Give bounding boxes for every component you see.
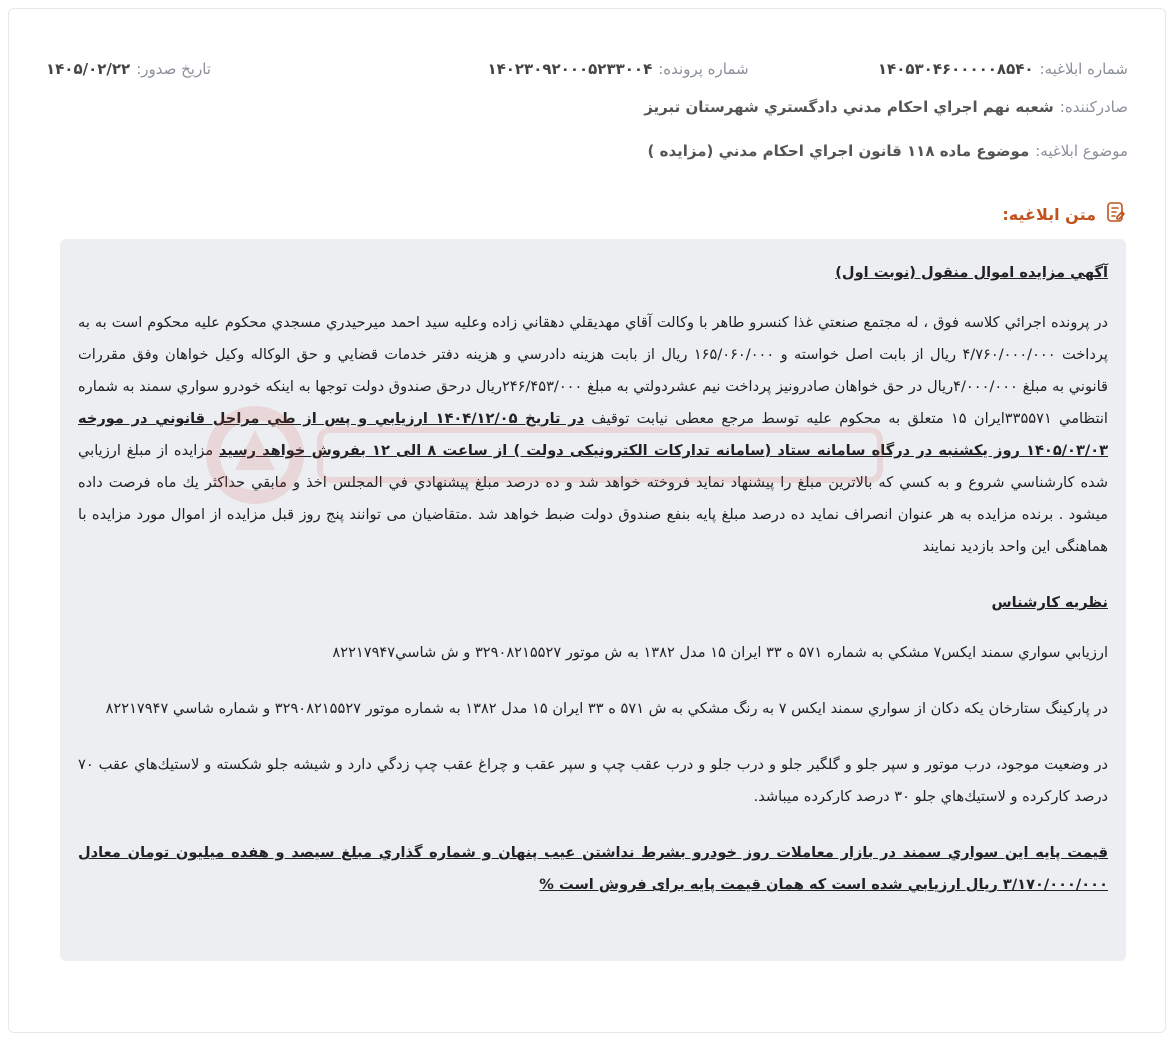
- section-title: متن ابلاغيه:: [1002, 204, 1096, 224]
- notice-body: [60, 239, 1126, 961]
- issuer-value: شعبه نهم اجراي احکام مدني دادگستري شهرستان تبريز: [644, 98, 1054, 116]
- issuer-label: صادرکننده:: [1059, 98, 1128, 116]
- case-number-label: شماره پرونده:: [658, 60, 749, 78]
- issue-date: [46, 56, 408, 82]
- expert-paragraph-2: در پاركينگ ستارخان يكه دكان از سواري سمند ايكس ۷ به رنگ مشكي به ش ۵۷۱ ه ۳۳ ايران ۱۵ مدل ۱۳۸۲ به شماره موتور ۳۲۹۰۸۲۱۵۵۲۷ و شماره شاسي ۸۲۲۱۷۹۴۷: [105, 700, 1108, 717]
- case-number: [408, 56, 828, 82]
- section-header: [1002, 200, 1128, 228]
- expert-title: نظريه كارشناس: [991, 594, 1108, 611]
- notice-number-value: ۱۴۰۵۳۰۴۶۰۰۰۰۰۸۵۴۰: [877, 60, 1034, 78]
- expert-paragraph-1: ارزيابي سواري سمند ايكس۷ مشكي به شماره ۵۷۱ ه ۳۳ ايران ۱۵ مدل ۱۳۸۲ به ش موتور ۳۲۹۰۸۲۱۵۵۲۷ و ش شاسي۸۲۲۱۷۹۴۷: [332, 644, 1108, 661]
- auction-title: آگهي مزايده اموال منقول (نوبت اول): [835, 264, 1108, 281]
- document-icon: [1104, 200, 1128, 228]
- issue-date-label: تاريخ صدور:: [136, 60, 211, 78]
- case-number-value: ۱۴۰۲۳۰۹۲۰۰۰۵۲۳۳۰۰۴: [487, 60, 653, 78]
- issue-date-value: ۱۴۰۵/۰۲/۲۲: [46, 60, 131, 78]
- issuer-row: [644, 98, 1128, 116]
- base-price-paragraph: قيمت پايه اين سواري سمند در بازار معاملات روز خودرو بشرط نداشتن عيب پنهان و شماره گذاري مبلغ سيصد و هفده ميليون تومان معادل ۳/۱۷۰/۰۰۰/۰۰۰ ريال ارزيابي شده است که همان قيمت پايه برای فروش است %: [78, 844, 1108, 893]
- auction-datetime-text: در تاريخ ۱۴۰۴/۱۲/۰۵ ارزيابي و پس از طي مراحل قانوني در مورخه ۱۴۰۵/۰۳/۰۳ روز يکشنبه در درگاه سامانه ستاد (سامانه تدارکات الکترونيکی دولت ) از ساعت ۸ الی ۱۲ بفروش خواهد رسيد: [78, 410, 1109, 459]
- meta-row: [46, 56, 1128, 82]
- auction-text-a: در پرونده اجرائي كلاسه فوق ، له مجتمع صنعتي غذا كنسرو طاهر با وكالت آقاي مهديقلي دهقاني زاده وعليه سيد احمد ميرحيدري مسجدي محكوم عليه محكوم است به به پرداخت ۴/۷۶۰/۰۰۰/۰۰۰ ريال از بابت اصل خواسته و ۱۶۵/۰۶۰/۰۰۰ ريال از بابت هزينه دادرسي و هزينه دفتر خدمات قضايي و حق الوكاله وكيل خواهان وفق مقررات قانوني به مبلغ ۴/۰۰۰/۰۰۰ريال در حق خواهان صادرونيز پرداخت نيم عشردولتي به مبلغ ۲۴۶/۴۵۳/۰۰۰ريال درحق صندوق دولت توجها به اينكه خودرو سواري سمند به شماره انتظامي ۳۳۵۵۷۱ايران ۱۵ متعلق به محكوم عليه توسط مرجع معطی نيابت توقيف: [78, 314, 1109, 427]
- subject-row: [648, 142, 1128, 160]
- subject-label: موضوع ابلاغيه:: [1035, 142, 1128, 160]
- subject-value: موضوع ماده ۱۱۸ قانون اجراي احکام مدني (مزايده ): [647, 142, 1030, 160]
- auction-text-c: مزايده از مبلغ ارزيابي شده كارشناسي شروع و به كسي كه بالاترين مبلغ را پيشنهاد نمايد فروخته خواهد شد و ده درصد مبلغ پيشنهادي في المجلس اخذ و مابقي حداكثر يك ماه فرصت داده ميشود . برنده مزايده به هر عنوان انصراف نمايد ده درصد مبلغ پايه بنفع صندوق دولت ضبط خواهد شد .متقاضيان می توانند پنج روز قبل مزايده از اموال مورد مزايده با هماهنگی اين واحد بازديد نمايند: [78, 442, 1108, 555]
- auction-paragraph: [78, 307, 1108, 563]
- notice-number-label: شماره ابلاغيه:: [1039, 60, 1128, 78]
- notice-number: [828, 56, 1128, 82]
- expert-paragraph-3: در وضعيت موجود، درب موتور و سپر جلو و گلگير جلو و درب جلو و درب عقب چپ و سپر عقب و چراغ عقب چپ زدگي دارد و شيشه جلو شكسته و لاستيك‌هاي عقب ۷۰ درصد كاركرده و لاستيك‌هاي جلو ۳۰ درصد كاركرده ميباشد.: [78, 756, 1108, 805]
